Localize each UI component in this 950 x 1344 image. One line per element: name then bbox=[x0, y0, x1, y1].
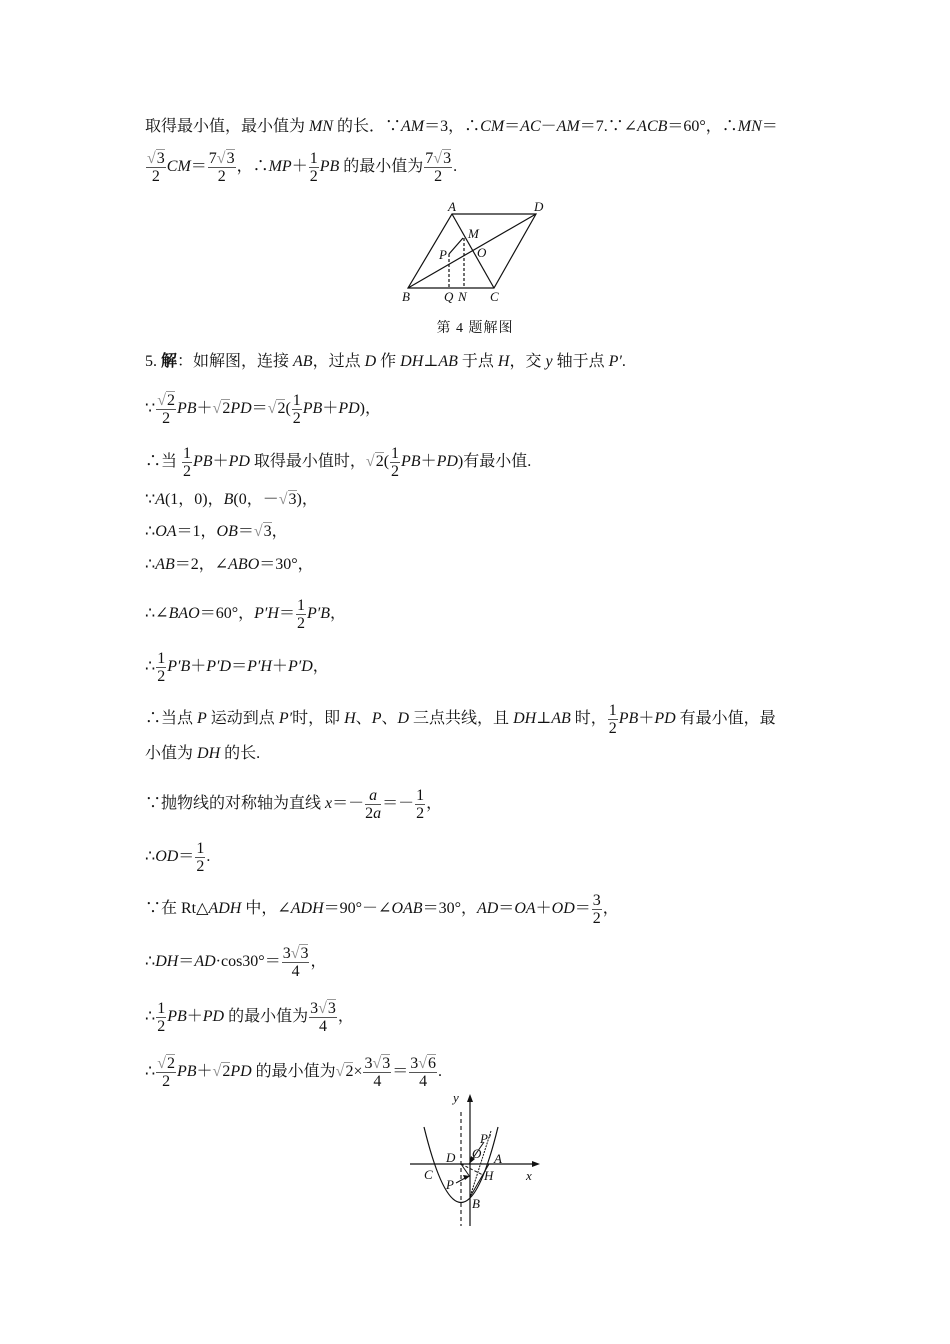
svg-text:Q: Q bbox=[444, 289, 454, 304]
svg-text:D: D bbox=[534, 199, 544, 214]
svg-text:y: y bbox=[453, 1090, 459, 1105]
s5-line-16: ∴ $\frac{√2}{2}$ PB＋√2PD 的最小值为√2× $\frac{3√3}{4}$ ＝ $\frac{3√6}{4}$ . bbox=[145, 1055, 443, 1090]
figure-4-parallelogram bbox=[0, 0, 950, 320]
s5-line-4: ∵A(1，0)，B(0，－√3)， bbox=[145, 491, 318, 508]
svg-text:D: D bbox=[446, 1150, 456, 1165]
svg-text:C: C bbox=[424, 1167, 433, 1182]
s5-line-8: ∴ $\frac{1}{2}$ P′B＋P′D＝P′H＋P′D， bbox=[145, 650, 329, 685]
s5-line-9: ∴当点 P 运动到点 P′时，即 H、P、D 三点共线，且 DH⊥AB 时， $\frac{1}{2}$ PB＋PD 有最小值，最 bbox=[145, 702, 776, 737]
figure-4-caption: 第 4 题解图 bbox=[436, 321, 514, 336]
svg-text:N: N bbox=[458, 289, 467, 304]
s5-line-2: ∵ $\frac{√2}{2}$ PB＋√2PD＝√2( $\frac{1}{2}$ PB＋PD)， bbox=[145, 392, 381, 427]
svg-text:x: x bbox=[526, 1168, 532, 1183]
s5-line-15: ∴ $\frac{1}{2}$ PB＋PD 的最小值为 $\frac{3√3}{4}$ ， bbox=[145, 1000, 354, 1035]
svg-text:B: B bbox=[472, 1196, 480, 1211]
svg-text:B: B bbox=[402, 289, 410, 304]
s5-line-1: 5. 解：如解图，连接 AB，过点 D 作 DH⊥AB 于点 H，交 y 轴于点 P′. bbox=[145, 353, 626, 370]
p4-line-2: $\frac{√3}{2}$ CM＝ $\frac{7√3}{2}$ ，∴MP＋ $\frac{1}{2}$ PB 的最小值为 $\frac{7√3}{2}$ . bbox=[147, 150, 458, 185]
s5-line-11: ∵抛物线的对称轴为直线 x＝－ $\frac{a}{2a}$ ＝－ $\frac{1}{2}$ ， bbox=[145, 787, 443, 822]
svg-text:H: H bbox=[484, 1168, 494, 1183]
s5-line-14: ∴DH＝AD·cos30°＝ $\frac{3√3}{4}$ ， bbox=[145, 945, 327, 980]
svg-text:P: P bbox=[446, 1177, 454, 1192]
s5-line-12: ∴OD＝ $\frac{1}{2}$ . bbox=[145, 840, 211, 875]
s5-line-3: ∴当 $\frac{1}{2}$ PB＋PD 取得最小值时，√2( $\frac{1}{2}$ PB＋PD)有最小值. bbox=[145, 445, 532, 480]
s5-line-7: ∴∠BAO＝60°，P′H＝ $\frac{1}{2}$ P′B， bbox=[145, 597, 347, 632]
figure-5-parabola bbox=[0, 1085, 950, 1235]
svg-text:O: O bbox=[477, 245, 487, 260]
s5-line-5: ∴OA＝1，OB＝√3， bbox=[145, 523, 288, 540]
svg-text:P′: P′ bbox=[480, 1131, 491, 1146]
p4-line-1: 取得最小值，最小值为 MN 的长．∵AM＝3，∴CM＝AC－AM＝7.∵∠ACB＝60°，∴MN＝ bbox=[145, 118, 778, 135]
svg-text:A: A bbox=[494, 1151, 502, 1166]
svg-text:M: M bbox=[468, 226, 479, 241]
svg-text:O: O bbox=[472, 1146, 482, 1161]
svg-text:C: C bbox=[490, 289, 499, 304]
s5-line-6: ∴AB＝2，∠ABO＝30°， bbox=[145, 556, 314, 573]
s5-line-10: 小值为 DH 的长. bbox=[145, 745, 261, 762]
s5-line-13: ∵在 Rt△ADH 中，∠ADH＝90°－∠OAB＝30°，AD＝OA＋OD＝ $\frac{3}{2}$ ， bbox=[145, 892, 619, 927]
svg-text:P: P bbox=[439, 247, 447, 262]
svg-text:A: A bbox=[448, 199, 456, 214]
